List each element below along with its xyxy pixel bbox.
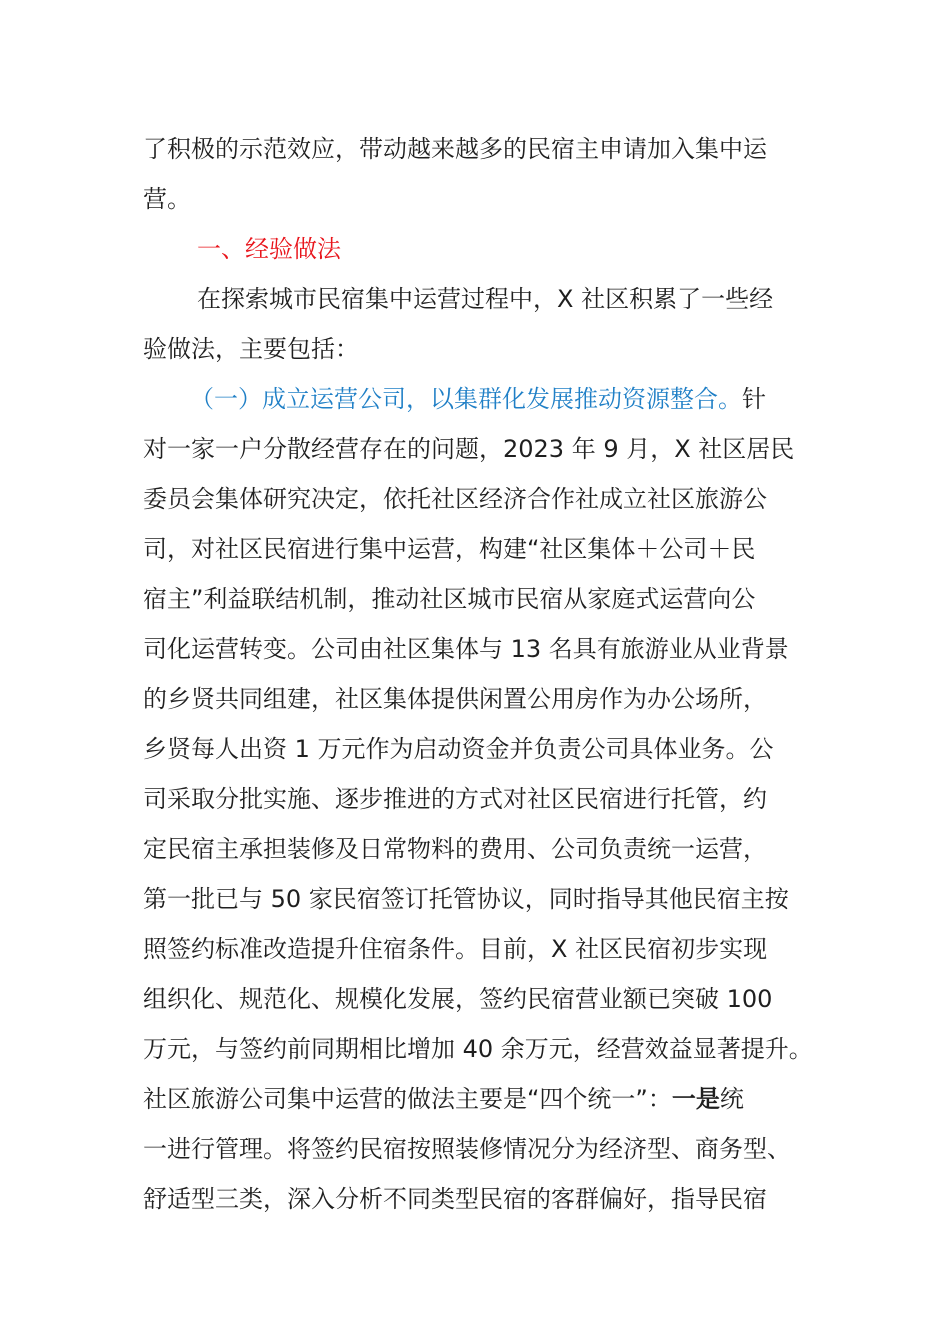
- paragraph-text: 统: [719, 1085, 744, 1113]
- paragraph-line: 组织化、规范化、规模化发展，签约民宿营业额已突破 100: [143, 985, 773, 1013]
- paragraph-line: 营。: [143, 185, 191, 213]
- paragraph-line: 一进行管理。将签约民宿按照装修情况分为经济型、商务型、: [143, 1135, 791, 1163]
- paragraph-line: 司化运营转变。公司由社区集体与 13 名具有旅游业从业背景: [143, 635, 789, 663]
- paragraph-line: 了积极的示范效应，带动越来越多的民宿主申请加入集中运: [143, 135, 767, 163]
- paragraph-line: 第一批已与 50 家民宿签订托管协议，同时指导其他民宿主按: [143, 885, 789, 913]
- paragraph-line: 照签约标准改造提升住宿条件。目前，X 社区民宿初步实现: [143, 935, 768, 963]
- emphasis-text: 一是: [671, 1085, 720, 1113]
- subsection-line: [190, 384, 766, 414]
- paragraph-line: 司采取分批实施、逐步推进的方式对社区民宿进行托管，约: [143, 785, 767, 813]
- paragraph-line: 对一家一户分散经营存在的问题，2023 年 9 月，X 社区居民: [143, 435, 795, 463]
- paragraph-line: 舒适型三类，深入分析不同类型民宿的客群偏好，指导民宿: [143, 1185, 767, 1213]
- paragraph-line: 的乡贤共同组建，社区集体提供闲置公用房作为办公场所，: [143, 685, 767, 713]
- paragraph-line: 验做法，主要包括：: [143, 335, 359, 363]
- paragraph-text: 社区旅游公司集中运营的做法主要是“四个统一”：: [143, 1085, 672, 1113]
- subsection-heading: （一）成立运营公司，以集群化发展推动资源整合。: [190, 385, 742, 413]
- paragraph-line: 在探索城市民宿集中运营过程中，X 社区积累了一些经: [197, 285, 774, 313]
- paragraph-text: 针: [742, 385, 766, 413]
- paragraph-line: 定民宿主承担装修及日常物料的费用、公司负责统一运营，: [143, 835, 767, 863]
- paragraph-line: 乡贤每人出资 1 万元作为启动资金并负责公司具体业务。公: [143, 735, 774, 763]
- paragraph-line: 万元，与签约前同期相比增加 40 余万元，经营效益显著提升。: [143, 1035, 813, 1063]
- paragraph-line: [143, 1084, 744, 1114]
- paragraph-line: 委员会集体研究决定，依托社区经济合作社成立社区旅游公: [143, 485, 767, 513]
- section-heading: 一、经验做法: [197, 235, 341, 263]
- paragraph-line: 宿主”利益联结机制，推动社区城市民宿从家庭式运营向公: [143, 585, 756, 613]
- paragraph-line: 司，对社区民宿进行集中运营，构建“社区集体＋公司＋民: [143, 535, 756, 563]
